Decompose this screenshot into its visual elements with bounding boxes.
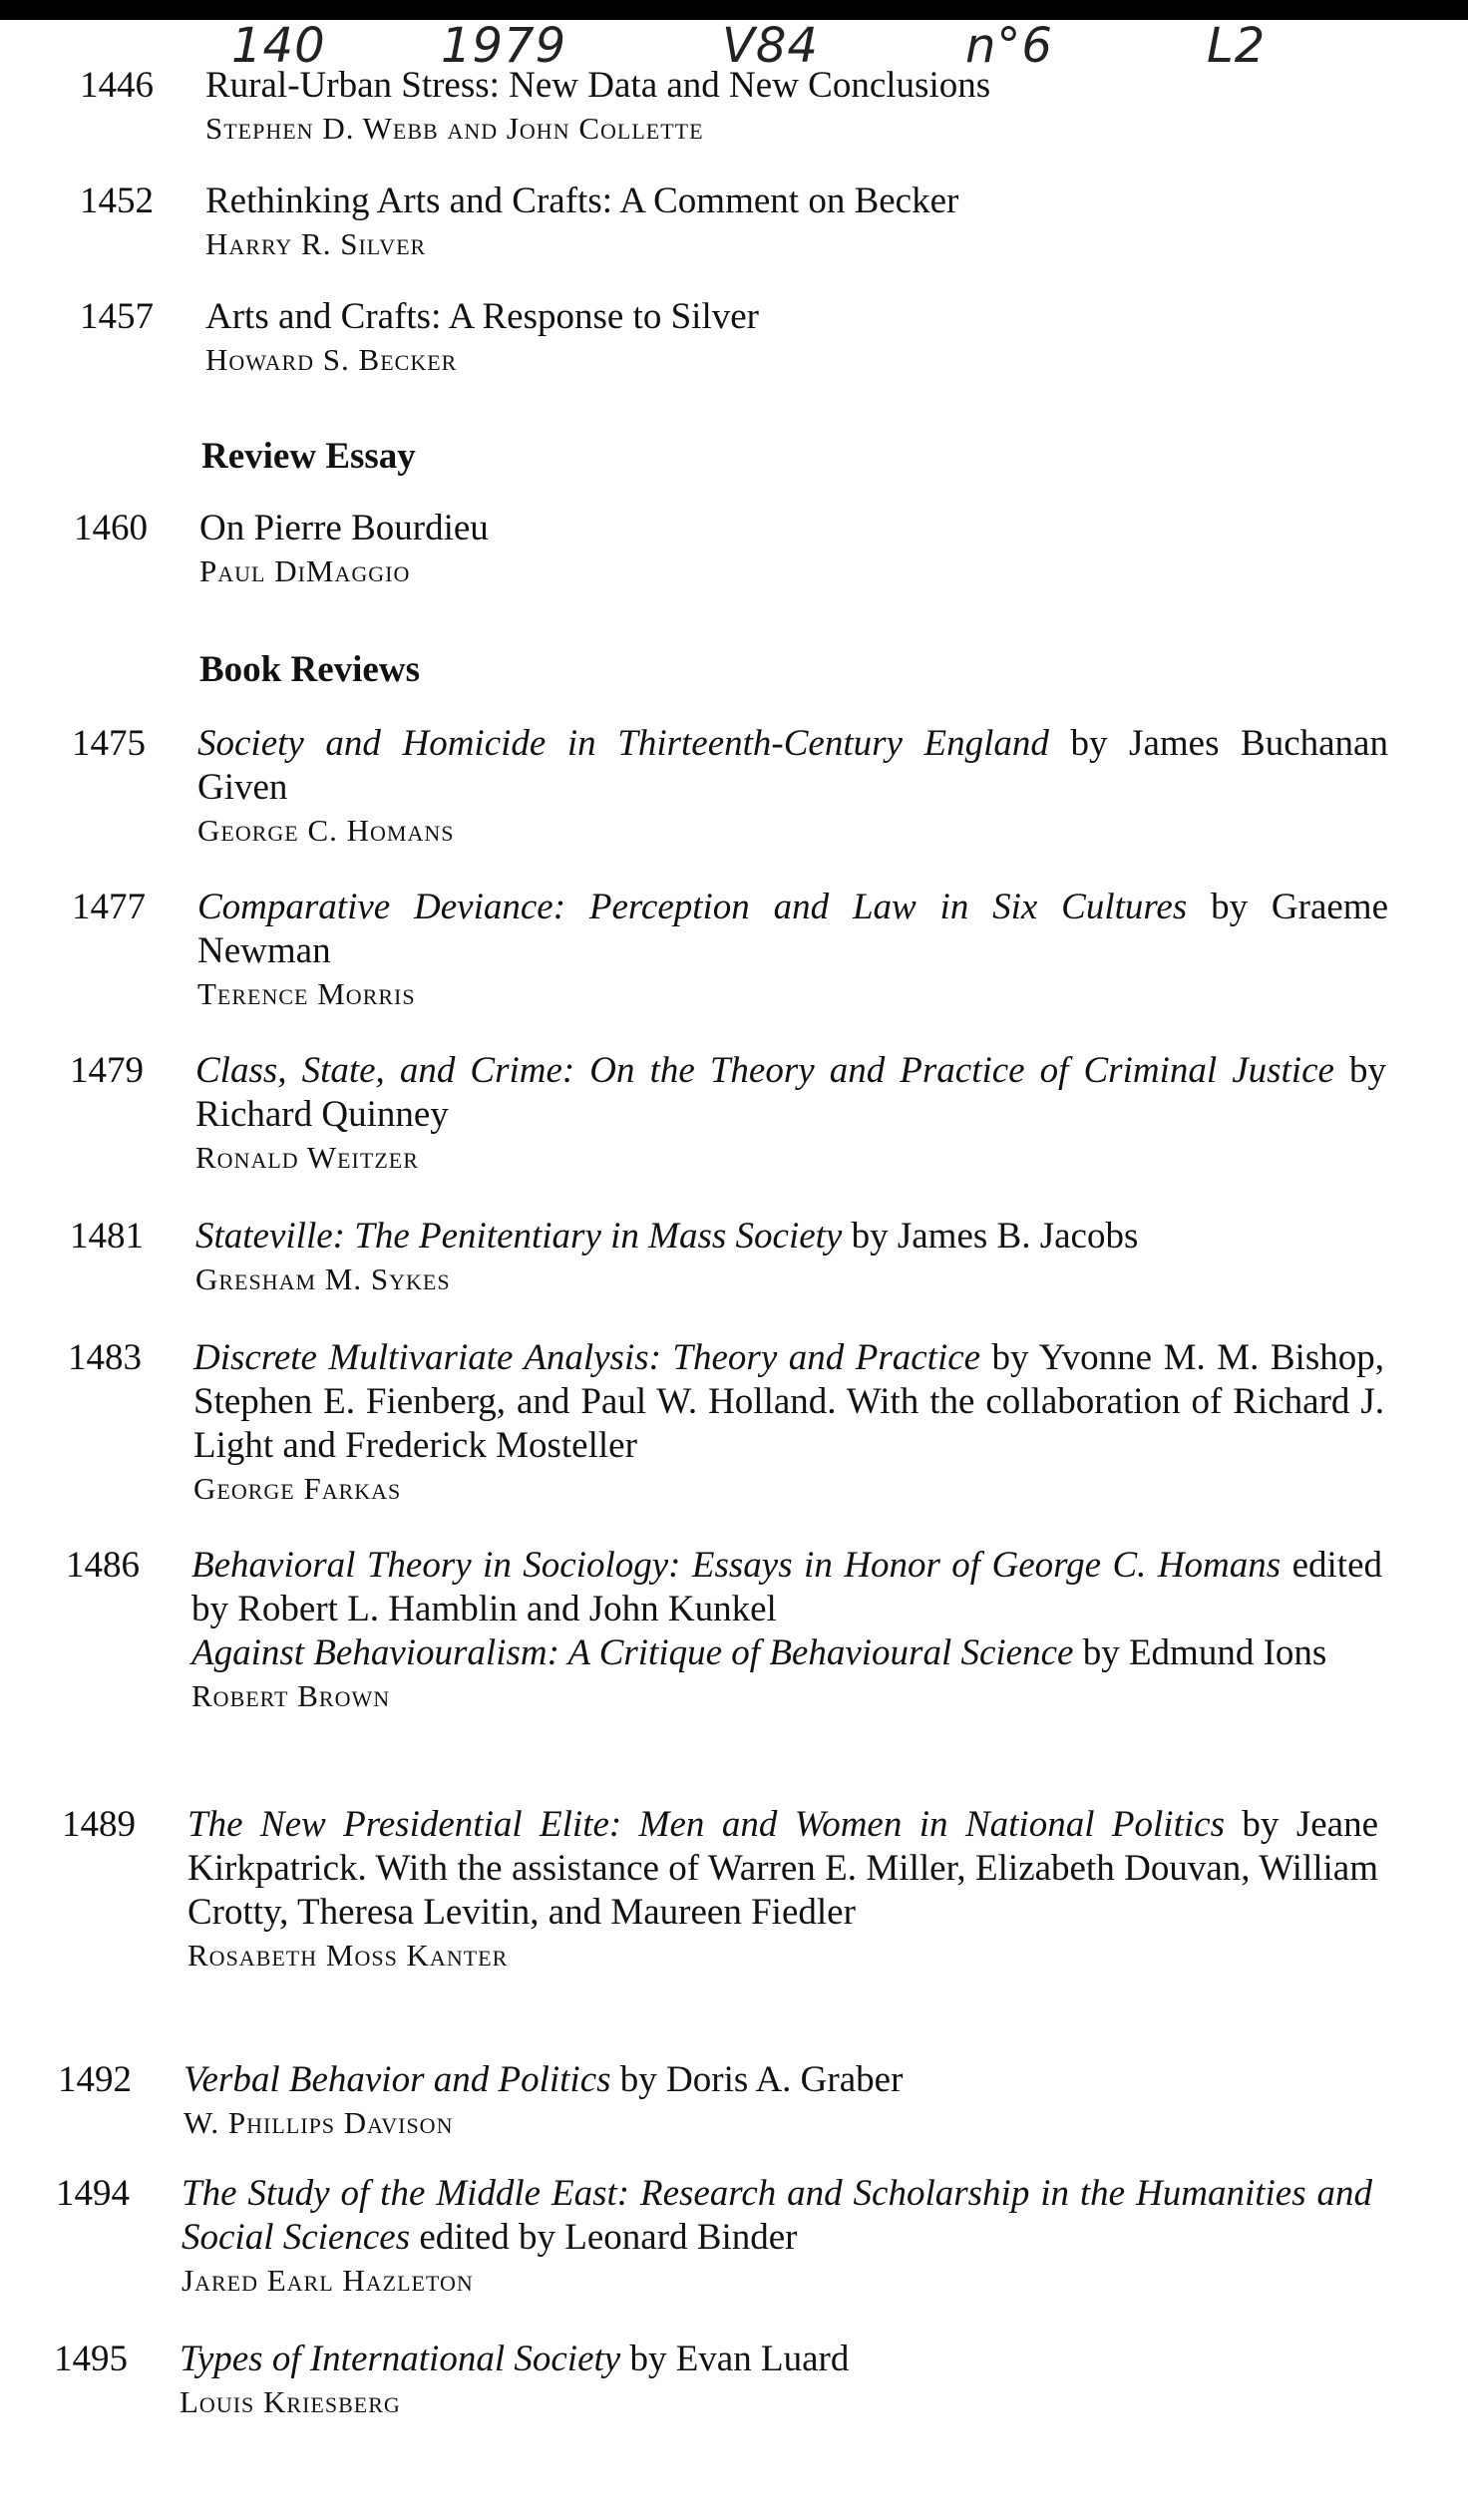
entry-page-number: 1481 — [70, 1216, 144, 1257]
handwritten-note-5: L2 — [1207, 18, 1267, 74]
entry-title — [182, 2172, 1372, 2260]
entry-page-number: 1477 — [72, 887, 146, 927]
entry-work-credit: by James Buchanan Given — [197, 723, 1388, 808]
entry-title — [195, 1215, 1386, 1259]
entry-author: Harry R. Silver — [205, 226, 427, 261]
entry-page-number: 1457 — [80, 296, 154, 337]
handwritten-note-1: 140 — [231, 18, 326, 74]
entry-page-number: 1479 — [70, 1050, 144, 1091]
entry-page-number: 1492 — [58, 2059, 132, 2100]
entry-work-title: Types of International Society — [180, 2339, 621, 2379]
entry-work-credit: edited by Robert L. Hamblin and John Kunkel — [191, 1545, 1382, 1629]
entry-title — [187, 1803, 1378, 1935]
entry-title — [193, 1336, 1384, 1468]
entry-page-number: 1483 — [68, 1337, 142, 1378]
entry-title — [197, 886, 1388, 973]
entry-work-credit: by Graeme Newman — [197, 887, 1388, 971]
entry-work-credit: by James B. Jacobs — [842, 1216, 1139, 1257]
entry-page-number: 1446 — [80, 65, 154, 106]
handwritten-note-3: V84 — [722, 18, 819, 74]
entry-page-number: 1452 — [80, 180, 154, 221]
entry-author: Ronald Weitzer — [195, 1140, 419, 1175]
entry-title — [180, 2338, 1370, 2381]
entry-work-credit: by Richard Quinney — [195, 1050, 1386, 1135]
entry-author: W. Phillips Davison — [184, 2105, 454, 2140]
entry-second-title — [191, 1631, 1382, 1675]
entry-title — [199, 507, 1390, 550]
handwritten-note-2: 1979 — [441, 18, 567, 74]
entry-title — [184, 2058, 1374, 2102]
entry-author: George C. Homans — [197, 813, 455, 848]
section-heading-book-reviews: Book Reviews — [199, 649, 420, 690]
entry-work-credit: by Jeane Kirkpatrick. With the assistance of Warren E. Miller, Elizabeth Douvan, William Crotty, Theresa Levitin, and Maureen Fiedler — [187, 1804, 1378, 1933]
entry-author: Stephen D. Webb and John Collette — [205, 111, 704, 146]
entry-work-title: Discrete Multivariate Analysis: Theory and Practice — [193, 1337, 981, 1378]
entry-page-number: 1486 — [66, 1545, 140, 1586]
entry-author: Robert Brown — [191, 1678, 391, 1713]
entry-author: George Farkas — [193, 1471, 402, 1506]
entry-author: Terence Morris — [197, 976, 416, 1011]
entry-second-work-credit: by Edmund Ions — [1073, 1632, 1327, 1673]
entry-title-text: Arts and Crafts: A Response to Silver — [205, 296, 759, 337]
entry-work-title: Class, State, and Crime: On the Theory and Practice of Criminal Justice — [195, 1050, 1334, 1091]
entry-second-work-title: Against Behaviouralism: A Critique of Behavioural Science — [191, 1632, 1074, 1673]
entry-work-title: The New Presidential Elite: Men and Women in National Politics — [187, 1804, 1225, 1845]
entry-title — [205, 64, 1396, 108]
entry-work-credit: by Doris A. Graber — [610, 2059, 904, 2100]
entry-author: Rosabeth Moss Kanter — [187, 1938, 509, 1973]
entry-work-title: Behavioral Theory in Sociology: Essays in Honor of George C. Homans — [191, 1545, 1282, 1586]
entry-page-number: 1489 — [62, 1804, 136, 1845]
entry-title-text: Rethinking Arts and Crafts: A Comment on Becker — [205, 180, 959, 221]
entry-author: Louis Kriesberg — [180, 2384, 401, 2419]
entry-work-title: Stateville: The Penitentiary in Mass Society — [195, 1216, 843, 1257]
entry-author: Gresham M. Sykes — [195, 1261, 451, 1296]
entry-work-title: The Study of the Middle East: Research and Scholarship in the Humanities and Social Sciences — [182, 2173, 1372, 2258]
scan-top-border — [0, 0, 1468, 20]
entry-title-text: On Pierre Bourdieu — [199, 508, 489, 548]
handwritten-note-4: n°6 — [965, 18, 1053, 74]
entry-title — [195, 1049, 1386, 1137]
entry-work-title: Comparative Deviance: Perception and Law in Six Cultures — [197, 887, 1188, 927]
entry-page-number: 1460 — [74, 508, 148, 548]
entry-work-title: Verbal Behavior and Politics — [184, 2059, 611, 2100]
entry-page-number: 1494 — [56, 2173, 130, 2214]
entry-work-credit: by Evan Luard — [620, 2339, 850, 2379]
entry-title-text: Rural-Urban Stress: New Data and New Conclusions — [205, 65, 991, 106]
entry-title — [197, 722, 1388, 810]
entry-author: Paul DiMaggio — [199, 553, 411, 588]
entry-work-title: Society and Homicide in Thirteenth-Century England — [197, 723, 1049, 764]
entry-page-number: 1495 — [54, 2339, 128, 2379]
entry-page-number: 1475 — [72, 723, 146, 764]
entry-title — [205, 180, 1396, 223]
entry-work-credit: by Yvonne M. M. Bishop, Stephen E. Fienberg, and Paul W. Holland. With the collaboration of Richard J. Light and Frederick Mosteller — [193, 1337, 1384, 1466]
section-heading-review-essay: Review Essay — [201, 436, 416, 477]
entry-title — [205, 295, 1396, 339]
entry-author: Jared Earl Hazleton — [182, 2263, 474, 2298]
entry-work-credit: edited by Leonard Binder — [410, 2217, 798, 2258]
entry-author: Howard S. Becker — [205, 342, 458, 377]
entry-title — [191, 1544, 1382, 1631]
